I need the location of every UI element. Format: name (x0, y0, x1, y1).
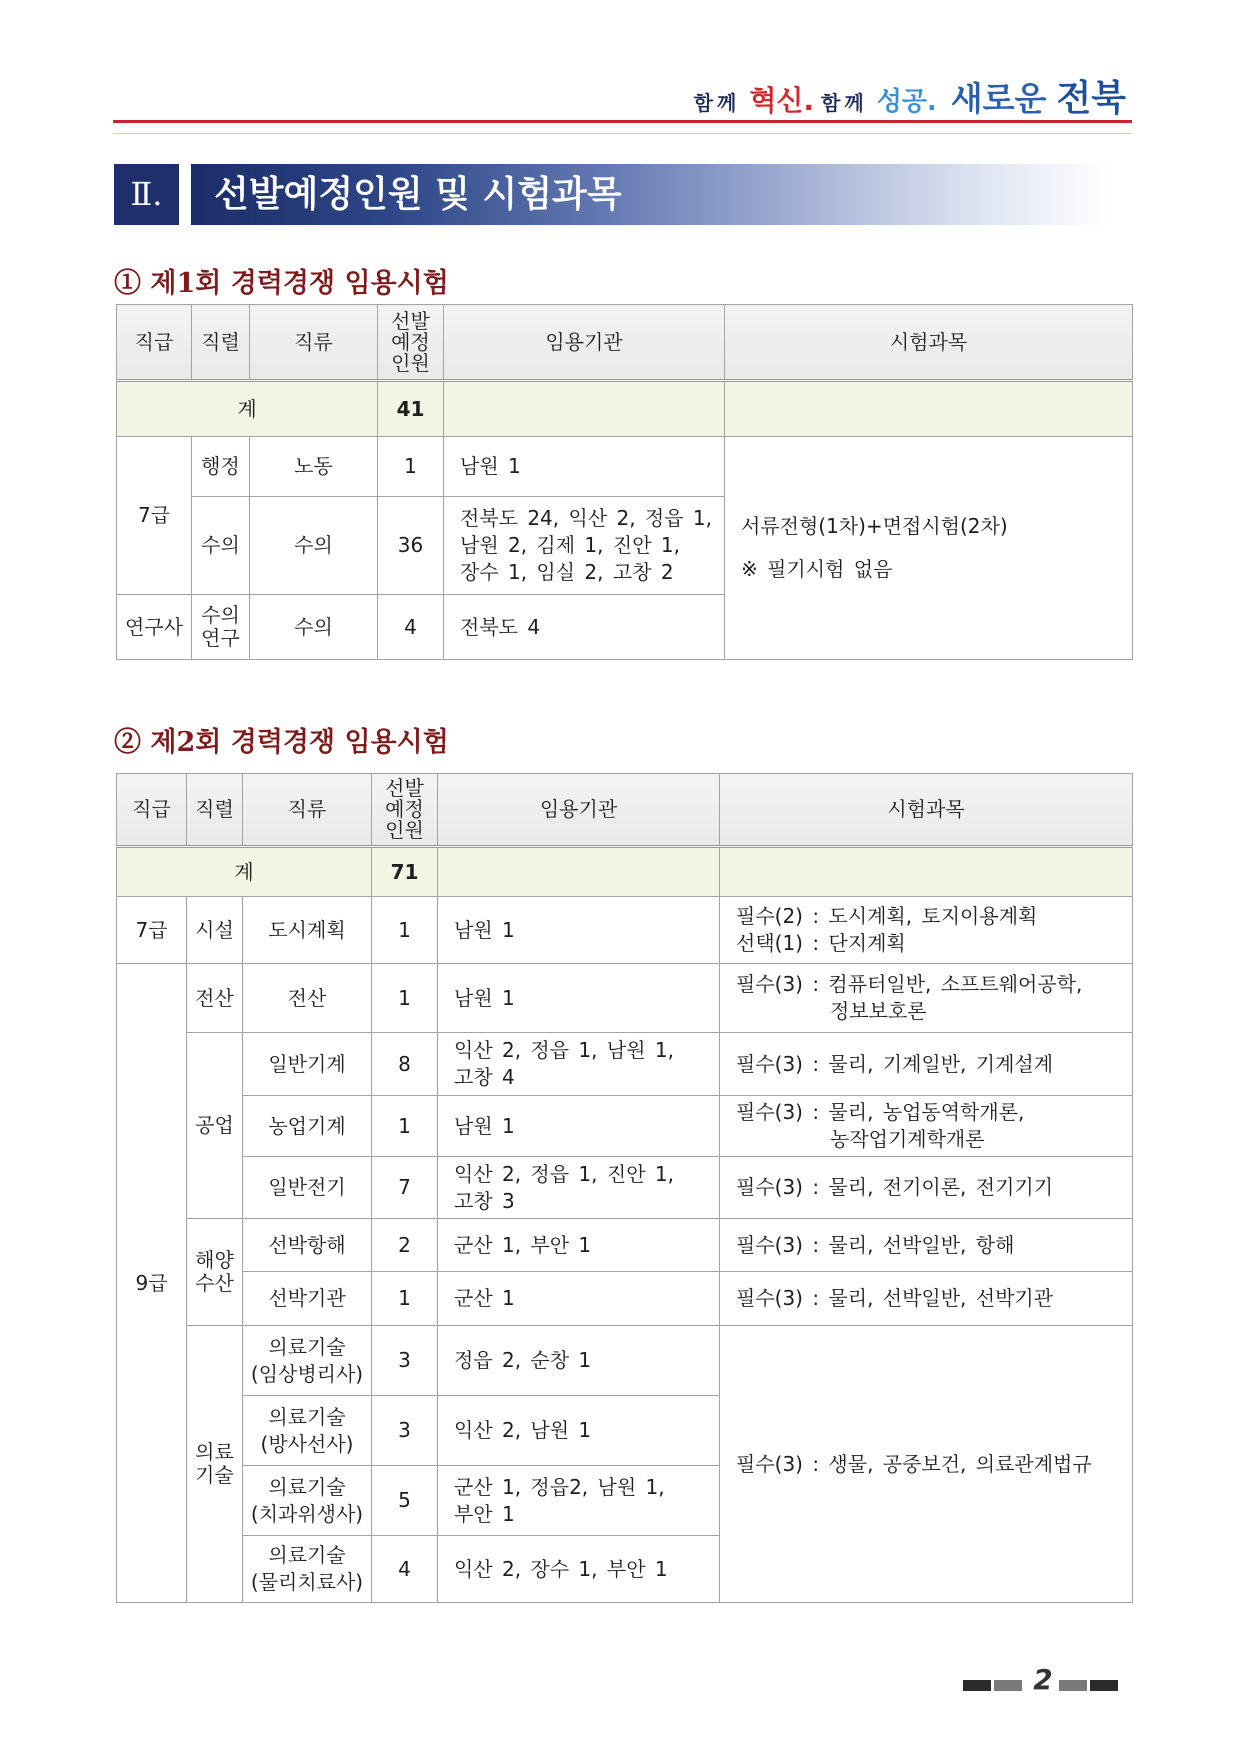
slogan-word: 함께 (821, 91, 868, 115)
subjects-line: 정보보호론 (830, 999, 927, 1023)
col-header-count-line: 선발 (385, 776, 424, 800)
slogan-word: 혁신. (749, 84, 815, 117)
count-cell: 1 (372, 1272, 438, 1326)
class-cell: 노동 (250, 437, 378, 497)
exam2-table (116, 773, 1133, 1603)
subjects-cell: 필수(3) : 물리, 기계일반, 기계설계 (720, 1033, 1133, 1096)
col-header-count (372, 774, 438, 847)
page-footer (963, 1660, 1123, 1700)
footer-bar-decoration (1090, 1680, 1118, 1691)
series-cell (187, 1219, 243, 1326)
class-cell: 선박기관 (243, 1272, 372, 1326)
subjects-cell: 필수(3) : 생물, 공중보건, 의료관계법규 (720, 1326, 1133, 1603)
subjects-line: 필수(3) : 물리, 농업동역학개론, (736, 1100, 1025, 1124)
agency-line: 군산 1, 정읍2, 남원 1, (454, 1474, 665, 1499)
agency-line: 전북도 24, 익산 2, 정읍 1, (460, 506, 712, 530)
table-row (117, 1272, 1133, 1326)
table-row (117, 1326, 1133, 1396)
subjects-line: 필수(2) : 도시계획, 토지이용계획 (736, 904, 1038, 928)
header-thin-rule (113, 133, 1132, 134)
series-line: 해양 (195, 1248, 234, 1272)
col-header-agency: 임용기관 (444, 305, 725, 381)
footer-bar-decoration (963, 1680, 991, 1691)
section-number: Ⅱ. (114, 164, 179, 225)
count-cell: 2 (372, 1219, 438, 1272)
agency-cell: 남원 1 (438, 964, 720, 1033)
table-row (117, 1096, 1133, 1157)
class-cell (243, 1396, 372, 1466)
series-cell (192, 595, 250, 660)
class-line: (임상병리사) (250, 1361, 364, 1386)
count-cell: 1 (372, 964, 438, 1033)
count-cell: 1 (378, 437, 444, 497)
table-header-row (117, 774, 1133, 847)
subjects-cell (720, 1096, 1133, 1157)
grade-cell: 7급 (117, 897, 187, 964)
col-header-subjects: 시험과목 (725, 305, 1133, 381)
grade-cell: 7급 (117, 437, 192, 595)
grade-cell: 9급 (117, 964, 187, 1603)
agency-cell: 군산 1, 부안 1 (438, 1219, 720, 1272)
exam2-heading: ② 제2회 경력경쟁 임용시험 (114, 727, 449, 758)
header-red-rule (113, 120, 1132, 123)
total-row (117, 381, 1133, 437)
col-header-series: 직렬 (192, 305, 250, 381)
table-row (117, 1219, 1133, 1272)
slogan-logo (693, 70, 1126, 119)
agency-cell (438, 1157, 720, 1219)
subjects-cell (720, 897, 1133, 964)
footer-bar-decoration (1059, 1680, 1087, 1691)
col-header-class: 직류 (243, 774, 372, 847)
count-cell: 5 (372, 1466, 438, 1536)
subjects-note: ※ 필기시험 없음 (741, 557, 893, 581)
agency-cell (444, 497, 725, 595)
series-line: 수산 (195, 1271, 234, 1295)
subjects-cell: 필수(3) : 물리, 전기이론, 전기기기 (720, 1157, 1133, 1219)
class-cell: 전산 (243, 964, 372, 1033)
agency-cell: 남원 1 (438, 1096, 720, 1157)
series-cell: 전산 (187, 964, 243, 1033)
class-cell: 일반기계 (243, 1033, 372, 1096)
count-cell: 4 (378, 595, 444, 660)
agency-cell: 익산 2, 남원 1 (438, 1396, 720, 1466)
series-cell: 시설 (187, 897, 243, 964)
agency-line: 익산 2, 정읍 1, 남원 1, (454, 1038, 674, 1062)
col-header-count-line: 예정 (385, 797, 424, 821)
table-row (117, 897, 1133, 964)
count-cell: 1 (372, 1096, 438, 1157)
series-line: 기술 (195, 1463, 234, 1487)
count-cell: 4 (372, 1536, 438, 1603)
class-cell (243, 1466, 372, 1536)
series-line: 의료 (195, 1440, 234, 1464)
count-cell: 3 (372, 1326, 438, 1396)
col-header-count-line: 인원 (385, 818, 424, 842)
series-cell (187, 1326, 243, 1603)
class-cell (243, 1536, 372, 1603)
count-cell: 8 (372, 1033, 438, 1096)
agency-cell: 남원 1 (444, 437, 725, 497)
subjects-line: 서류전형(1차)+면접시험(2차) (741, 514, 1008, 538)
total-label: 계 (117, 381, 378, 437)
empty-cell (725, 381, 1133, 437)
col-header-count-line: 예정 (391, 329, 430, 354)
empty-cell (720, 847, 1133, 897)
subjects-line: 필수(3) : 컴퓨터일반, 소프트웨어공학, (736, 972, 1083, 996)
agency-cell: 남원 1 (438, 897, 720, 964)
footer-bar-decoration (994, 1680, 1022, 1691)
total-count: 71 (372, 847, 438, 897)
exam1-table (116, 304, 1133, 660)
table-row (117, 1157, 1133, 1219)
table-row (117, 437, 1133, 497)
series-line: 연구 (201, 626, 240, 650)
agency-cell: 익산 2, 장수 1, 부안 1 (438, 1536, 720, 1603)
count-cell: 7 (372, 1157, 438, 1219)
grade-cell: 연구사 (117, 595, 192, 660)
count-cell: 3 (372, 1396, 438, 1466)
series-line: 수의 (201, 603, 240, 627)
agency-line: 익산 2, 정읍 1, 진안 1, (454, 1161, 674, 1186)
agency-cell: 전북도 4 (444, 595, 725, 660)
exam1-heading: ① 제1회 경력경쟁 임용시험 (114, 268, 449, 299)
class-cell: 수의 (250, 595, 378, 660)
count-cell: 1 (372, 897, 438, 964)
class-cell: 농업기계 (243, 1096, 372, 1157)
col-header-count-line: 인원 (391, 350, 430, 375)
empty-cell (444, 381, 725, 437)
table-row (117, 964, 1133, 1033)
section-title-bar (191, 164, 1113, 225)
col-header-series: 직렬 (187, 774, 243, 847)
agency-line: 부안 1 (454, 1501, 515, 1526)
class-cell: 일반전기 (243, 1157, 372, 1219)
class-cell: 도시계획 (243, 897, 372, 964)
class-line: 의료기술 (268, 1334, 346, 1359)
class-line: (방사선사) (260, 1431, 354, 1456)
slogan-word: 함께 (693, 91, 741, 115)
class-line: 의료기술 (268, 1474, 346, 1499)
col-header-count-line: 선발 (391, 308, 430, 333)
agency-line: 고창 3 (454, 1188, 515, 1213)
agency-line: 남원 2, 김제 1, 진안 1, (460, 533, 680, 557)
col-header-subjects: 시험과목 (720, 774, 1133, 847)
subjects-cell: 필수(3) : 물리, 선박일반, 선박기관 (720, 1272, 1133, 1326)
col-header-grade: 직급 (117, 774, 187, 847)
agency-cell: 정읍 2, 순창 1 (438, 1326, 720, 1396)
col-header-agency: 임용기관 (438, 774, 720, 847)
slogan-word: 전북 (1056, 78, 1126, 119)
agency-line: 장수 1, 임실 2, 고창 2 (460, 560, 674, 584)
total-count: 41 (378, 381, 444, 437)
section-title: 선발예정인원 및 시험과목 (214, 174, 622, 215)
class-line: 의료기술 (268, 1404, 346, 1429)
subjects-line: 선택(1) : 단지계획 (736, 931, 906, 955)
slogan-word: 새로운 (950, 79, 1047, 118)
subjects-cell (725, 437, 1133, 660)
page-number: 2 (1033, 1663, 1053, 1696)
agency-cell (438, 1466, 720, 1536)
col-header-count (378, 305, 444, 381)
class-cell: 선박항해 (243, 1219, 372, 1272)
agency-line: 고창 4 (454, 1065, 515, 1089)
series-cell: 수의 (192, 497, 250, 595)
total-label: 계 (117, 847, 372, 897)
slogan-word: 성공. (876, 87, 937, 117)
subjects-line: 농작업기계학개론 (830, 1127, 985, 1151)
agency-cell: 군산 1 (438, 1272, 720, 1326)
col-header-class: 직류 (250, 305, 378, 381)
class-line: (물리치료사) (250, 1570, 364, 1594)
subjects-cell: 필수(3) : 물리, 선박일반, 항해 (720, 1219, 1133, 1272)
class-line: 의료기술 (268, 1543, 346, 1567)
total-row (117, 847, 1133, 897)
class-line: (치과위생사) (250, 1501, 364, 1526)
count-cell: 36 (378, 497, 444, 595)
class-cell (243, 1326, 372, 1396)
class-cell: 수의 (250, 497, 378, 595)
agency-cell (438, 1033, 720, 1096)
series-cell: 공업 (187, 1033, 243, 1219)
empty-cell (438, 847, 720, 897)
subjects-cell (720, 964, 1133, 1033)
series-cell: 행정 (192, 437, 250, 497)
table-row (117, 1033, 1133, 1096)
col-header-grade: 직급 (117, 305, 192, 381)
table-header-row (117, 305, 1133, 381)
